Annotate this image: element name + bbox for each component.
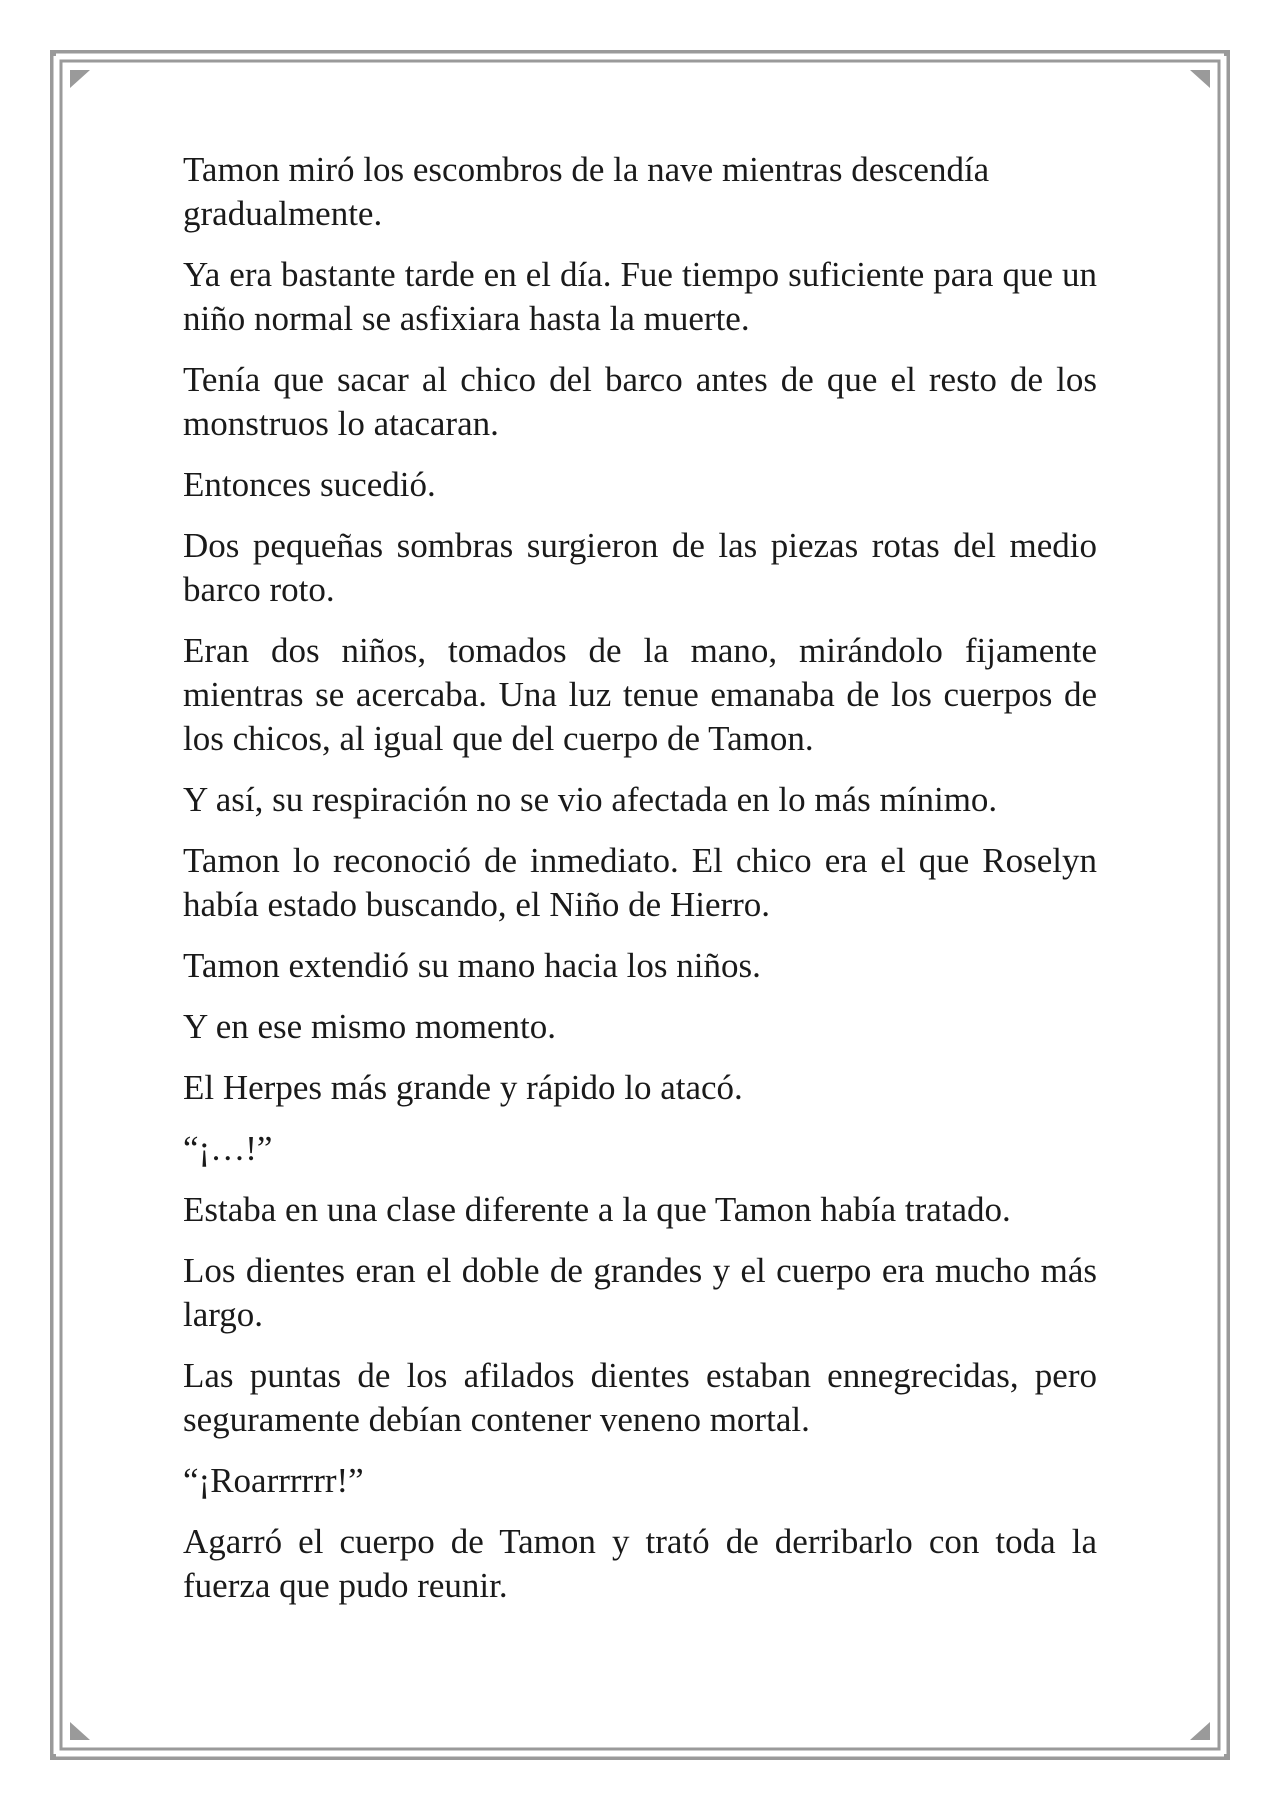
paragraph: El Herpes más grande y rápido lo atacó. <box>183 1068 743 1107</box>
corner-ornament-top-right <box>1190 50 1230 88</box>
paragraph: Estaba en una clase diferente a la que Tamon había tratado. <box>183 1190 1011 1229</box>
paragraph: Tamon extendió su mano hacia los niños. <box>183 946 761 985</box>
paragraph: Y en ese mismo momento. <box>183 1007 556 1046</box>
paragraph: Tamon miró los escombros de la nave mientras descendía gradualmente. <box>183 150 990 233</box>
paragraph: Los dientes eran el doble de grandes y el cuerpo era mucho más largo. <box>183 1251 1097 1334</box>
paragraph: Tenía que sacar al chico del barco antes de que el resto de los monstruos lo atacaran. <box>183 360 1097 443</box>
paragraph: Ya era bastante tarde en el día. Fue tiempo suficiente para que un niño normal se asfixiara hasta la muerte. <box>183 255 1097 338</box>
paragraph: Entonces sucedió. <box>183 465 436 504</box>
paragraph: Y así, su respiración no se vio afectada en lo más mínimo. <box>183 780 998 819</box>
paragraph: Agarró el cuerpo de Tamon y trató de derribarlo con toda la fuerza que pudo reunir. <box>183 1522 1097 1605</box>
dialogue-line: “¡…!” <box>183 1129 273 1168</box>
paragraph: Las puntas de los afilados dientes estaban ennegrecidas, pero seguramente debían contener veneno mortal. <box>183 1356 1097 1439</box>
corner-ornament-bottom-right <box>1190 1722 1230 1760</box>
paragraph: Tamon lo reconoció de inmediato. El chico era el que Roselyn había estado buscando, el Niño de Hierro. <box>183 841 1097 924</box>
body-text <box>183 148 1097 1625</box>
corner-ornament-top-left <box>50 50 90 88</box>
paragraph: Eran dos niños, tomados de la mano, mirándolo fijamente mientras se acercaba. Una luz tenue emanaba de los cuerpos de los chicos, al igual que del cuerpo de Tamon. <box>183 631 1097 758</box>
corner-ornament-bottom-left <box>50 1722 90 1760</box>
paragraph: Dos pequeñas sombras surgieron de las piezas rotas del medio barco roto. <box>183 526 1097 609</box>
dialogue-line: “¡Roarrrrrr!” <box>183 1461 364 1500</box>
